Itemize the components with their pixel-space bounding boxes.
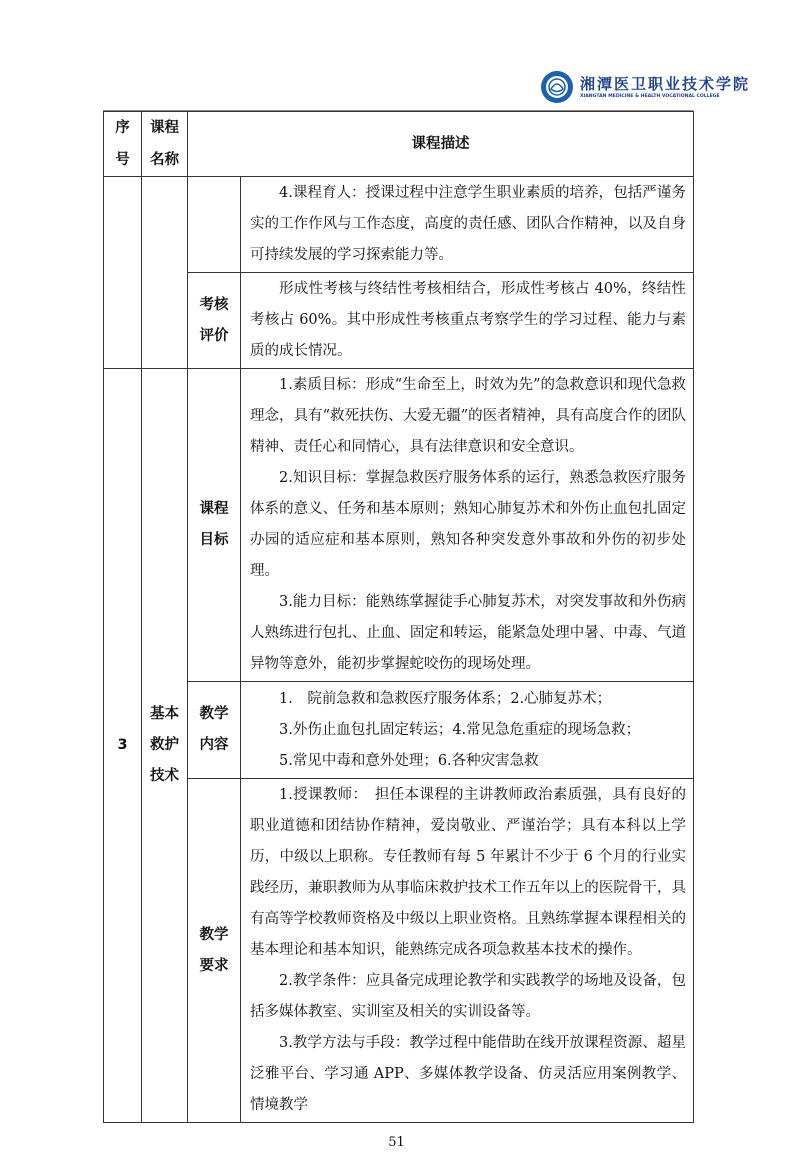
assessment-desc [241,273,694,369]
table-header-row [104,112,694,177]
table-row [104,779,694,1123]
course-name: 基本救护技术 [142,369,188,1123]
content-line: 1. 院前急救和急救医疗服务体系；2.心肺复苏术； [279,690,612,707]
paragraph: 4.课程育人：授课过程中注意学生职业素质的培养，包括严谨务实的工作作风与工作态度，高度的责任感、团队合作精神，以及自身可持续发展的学习探索能力等。 [250,185,686,263]
header-no: 序号 [104,112,142,177]
objectives-desc [241,369,694,682]
objective-ability: 3.能力目标：能熟练掌握徒手心肺复苏术，对突发事故和外伤病人熟练进行包扎、止血、固定和转运，能紧急处理中暑、中毒、气道异物等意外，能初步掌握蛇咬伤的现场处理。 [250,594,686,672]
table-row [104,177,694,273]
header-course-name: 课程名称 [142,112,188,177]
table-row [104,273,694,369]
requirement-teacher: 1.授课教师： 担任本课程的主讲教师政治素质强，具有良好的职业道德和团结协作精神，爱岗敬业、严谨治学；具有本科以上学历，中级以上职称。专任教师有每 5 年累计不少于 6 个月的行业实践经历，兼职教师为从事临床救护技术工作五年以上的医院骨干，具有高等学校教师资格及中级以上职业资格。且熟练掌握本课程相关的基本理论和基本知识，能熟练完成各项急救基本技术的操作。 [250,787,686,958]
content-desc [241,682,694,779]
requirement-conditions: 2.教学条件：应具备完成理论教学和实践教学的场地及设备，包括多媒体教室、实训室及相关的实训设备等。 [250,973,686,1020]
table-row [104,682,694,779]
logo-chinese-name: 湘潭医卫职业技术学院 [580,74,751,93]
course-no: 3 [104,369,142,1123]
prev-label-cell [188,177,241,273]
content-line: 5.常见中毒和意外处理；6.各种灾害急救 [279,752,539,769]
requirements-label: 教学要求 [188,779,241,1123]
prev-name-cell [142,177,188,369]
objectives-label: 课程目标 [188,369,241,682]
requirements-desc [241,779,694,1123]
course-table [103,111,694,1123]
objective-knowledge: 2.知识目标：掌握急救医疗服务体系的运行，熟悉急救医疗服务体系的意义、任务和基本原则；熟知心肺复苏术和外伤止血包扎固定办园的适应症和基本原则，熟知各种突发意外事故和外伤的初步处理。 [250,470,686,579]
college-logo [540,70,750,104]
college-seal-icon [540,70,574,104]
table-row [104,369,694,682]
page-number: 51 [388,1135,405,1150]
paragraph: 形成性考核与终结性考核相结合，形成性考核占 40%，终结性考核占 60%。其中形成性考核重点考察学生的学习过程、能力与素质的成长情况。 [250,281,686,359]
content-label: 教学内容 [188,682,241,779]
assessment-label: 考核评价 [188,273,241,369]
prev-no-cell [104,177,142,369]
logo-english-name: XIANGTAN MEDICINE & HEALTH VOCATIONAL COLLEGE [580,93,720,99]
content-line: 3.外伤止血包扎固定转运；4.常见急危重症的现场急救； [279,721,641,738]
header-course-desc: 课程描述 [188,112,694,177]
prev-continued-desc [241,177,694,273]
objective-quality: 1.素质目标：形成“生命至上，时效为先”的急救意识和现代急救理念，具有“救死扶伤、大爱无疆”的医者精神，具有高度合作的团队精神、责任心和同情心，具有法律意识和安全意识。 [250,377,686,455]
requirement-methods: 3.教学方法与手段：教学过程中能借助在线开放课程资源、超星泛雅平台、学习通 APP、多媒体教学设备、仿灵活应用案例教学、情境教学 [250,1035,686,1113]
header-divider [103,110,693,111]
